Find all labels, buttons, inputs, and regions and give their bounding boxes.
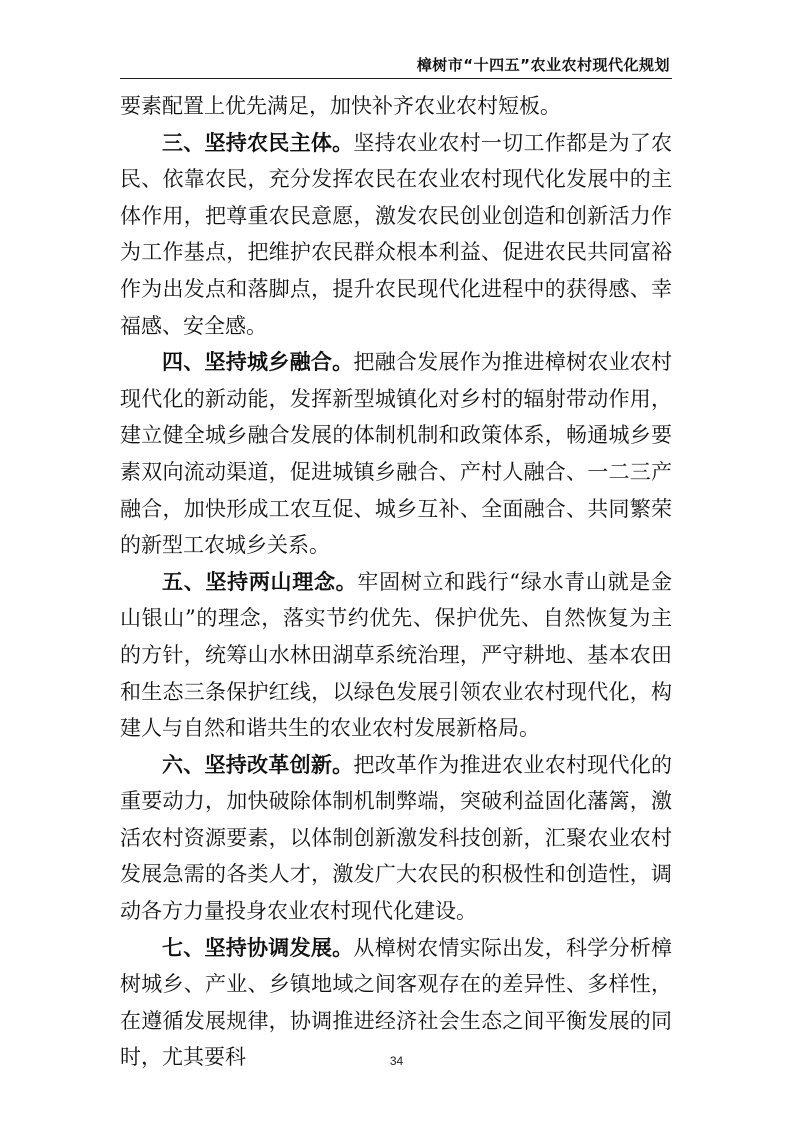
header-title: 樟树市“十四五”农业农村现代化规划 xyxy=(416,56,670,74)
paragraph-urban-rural-integration xyxy=(120,344,672,564)
paragraph-text: 把融合发展作为推进樟树农业农村现代化的新动能，发挥新型城镇化对乡村的辐射带动作用，建立健全城乡融合发展的体制机制和政策体系，畅通城乡要素双向流动渠道，促进城镇乡融合、产村人融合、一二三产融合，加快形成工农互促、城乡互补、全面融合、共同繁荣的新型工农城乡关系。 xyxy=(120,350,673,558)
paragraph-farmer-subject xyxy=(120,125,672,345)
paragraph-reform-innovation xyxy=(120,747,672,930)
page-number: 34 xyxy=(389,1054,404,1068)
paragraph-heading: 三、坚持农民主体。 xyxy=(162,130,354,155)
paragraph-heading: 四、坚持城乡融合。 xyxy=(162,350,354,375)
paragraph-text: 把改革作为推进农业农村现代化的重要动力，加快破除体制机制弊端，突破利益固化藩篱，激活农村资源要素，以体制创新激发科技创新，汇聚农业农村发展急需的各类人才，激发广大农民的积极性和创造性，调动各方力量投身农业农村现代化建设。 xyxy=(120,752,673,924)
paragraph-text: 要素配置上优先满足，加快补齐农业农村短板。 xyxy=(120,94,561,118)
paragraph-heading: 五、坚持两山理念。 xyxy=(162,569,358,594)
document-body xyxy=(120,88,672,1076)
paragraph-text: 坚持农业农村一切工作都是为了农民、依靠农民，充分发挥农民在农业农村现代化发展中的主体作用，把尊重农民意愿，激发农民创业创造和创新活力作为工作基点，把维护农民群众根本利益、促进农民共同富裕作为出发点和落脚点，提升农民现代化进程中的获得感、幸福感、安全感。 xyxy=(120,130,673,338)
paragraph-heading: 六、坚持改革创新。 xyxy=(162,752,354,777)
page-header xyxy=(120,50,672,79)
paragraph-two-mountains xyxy=(120,564,672,747)
paragraph-heading: 七、坚持协调发展。 xyxy=(162,935,354,960)
paragraph-continuation xyxy=(120,88,672,125)
paragraph-text: 牢固树立和践行“绿水青山就是金山银山”的理念，落实节约优先、保护优先、自然恢复为主的方针，统筹山水林田湖草系统治理，严守耕地、基本农田和生态三条保护红线，以绿色发展引领农业农村现代化，构建人与自然和谐共生的农业农村发展新格局。 xyxy=(120,569,672,741)
paragraph-text: 从樟树农情实际出发，科学分析樟树城乡、产业、乡镇地域之间客观存在的差异性、多样性，在遵循发展规律，协调推进经济社会生态之间平衡发展的同时，尤其要科 xyxy=(120,935,673,1070)
